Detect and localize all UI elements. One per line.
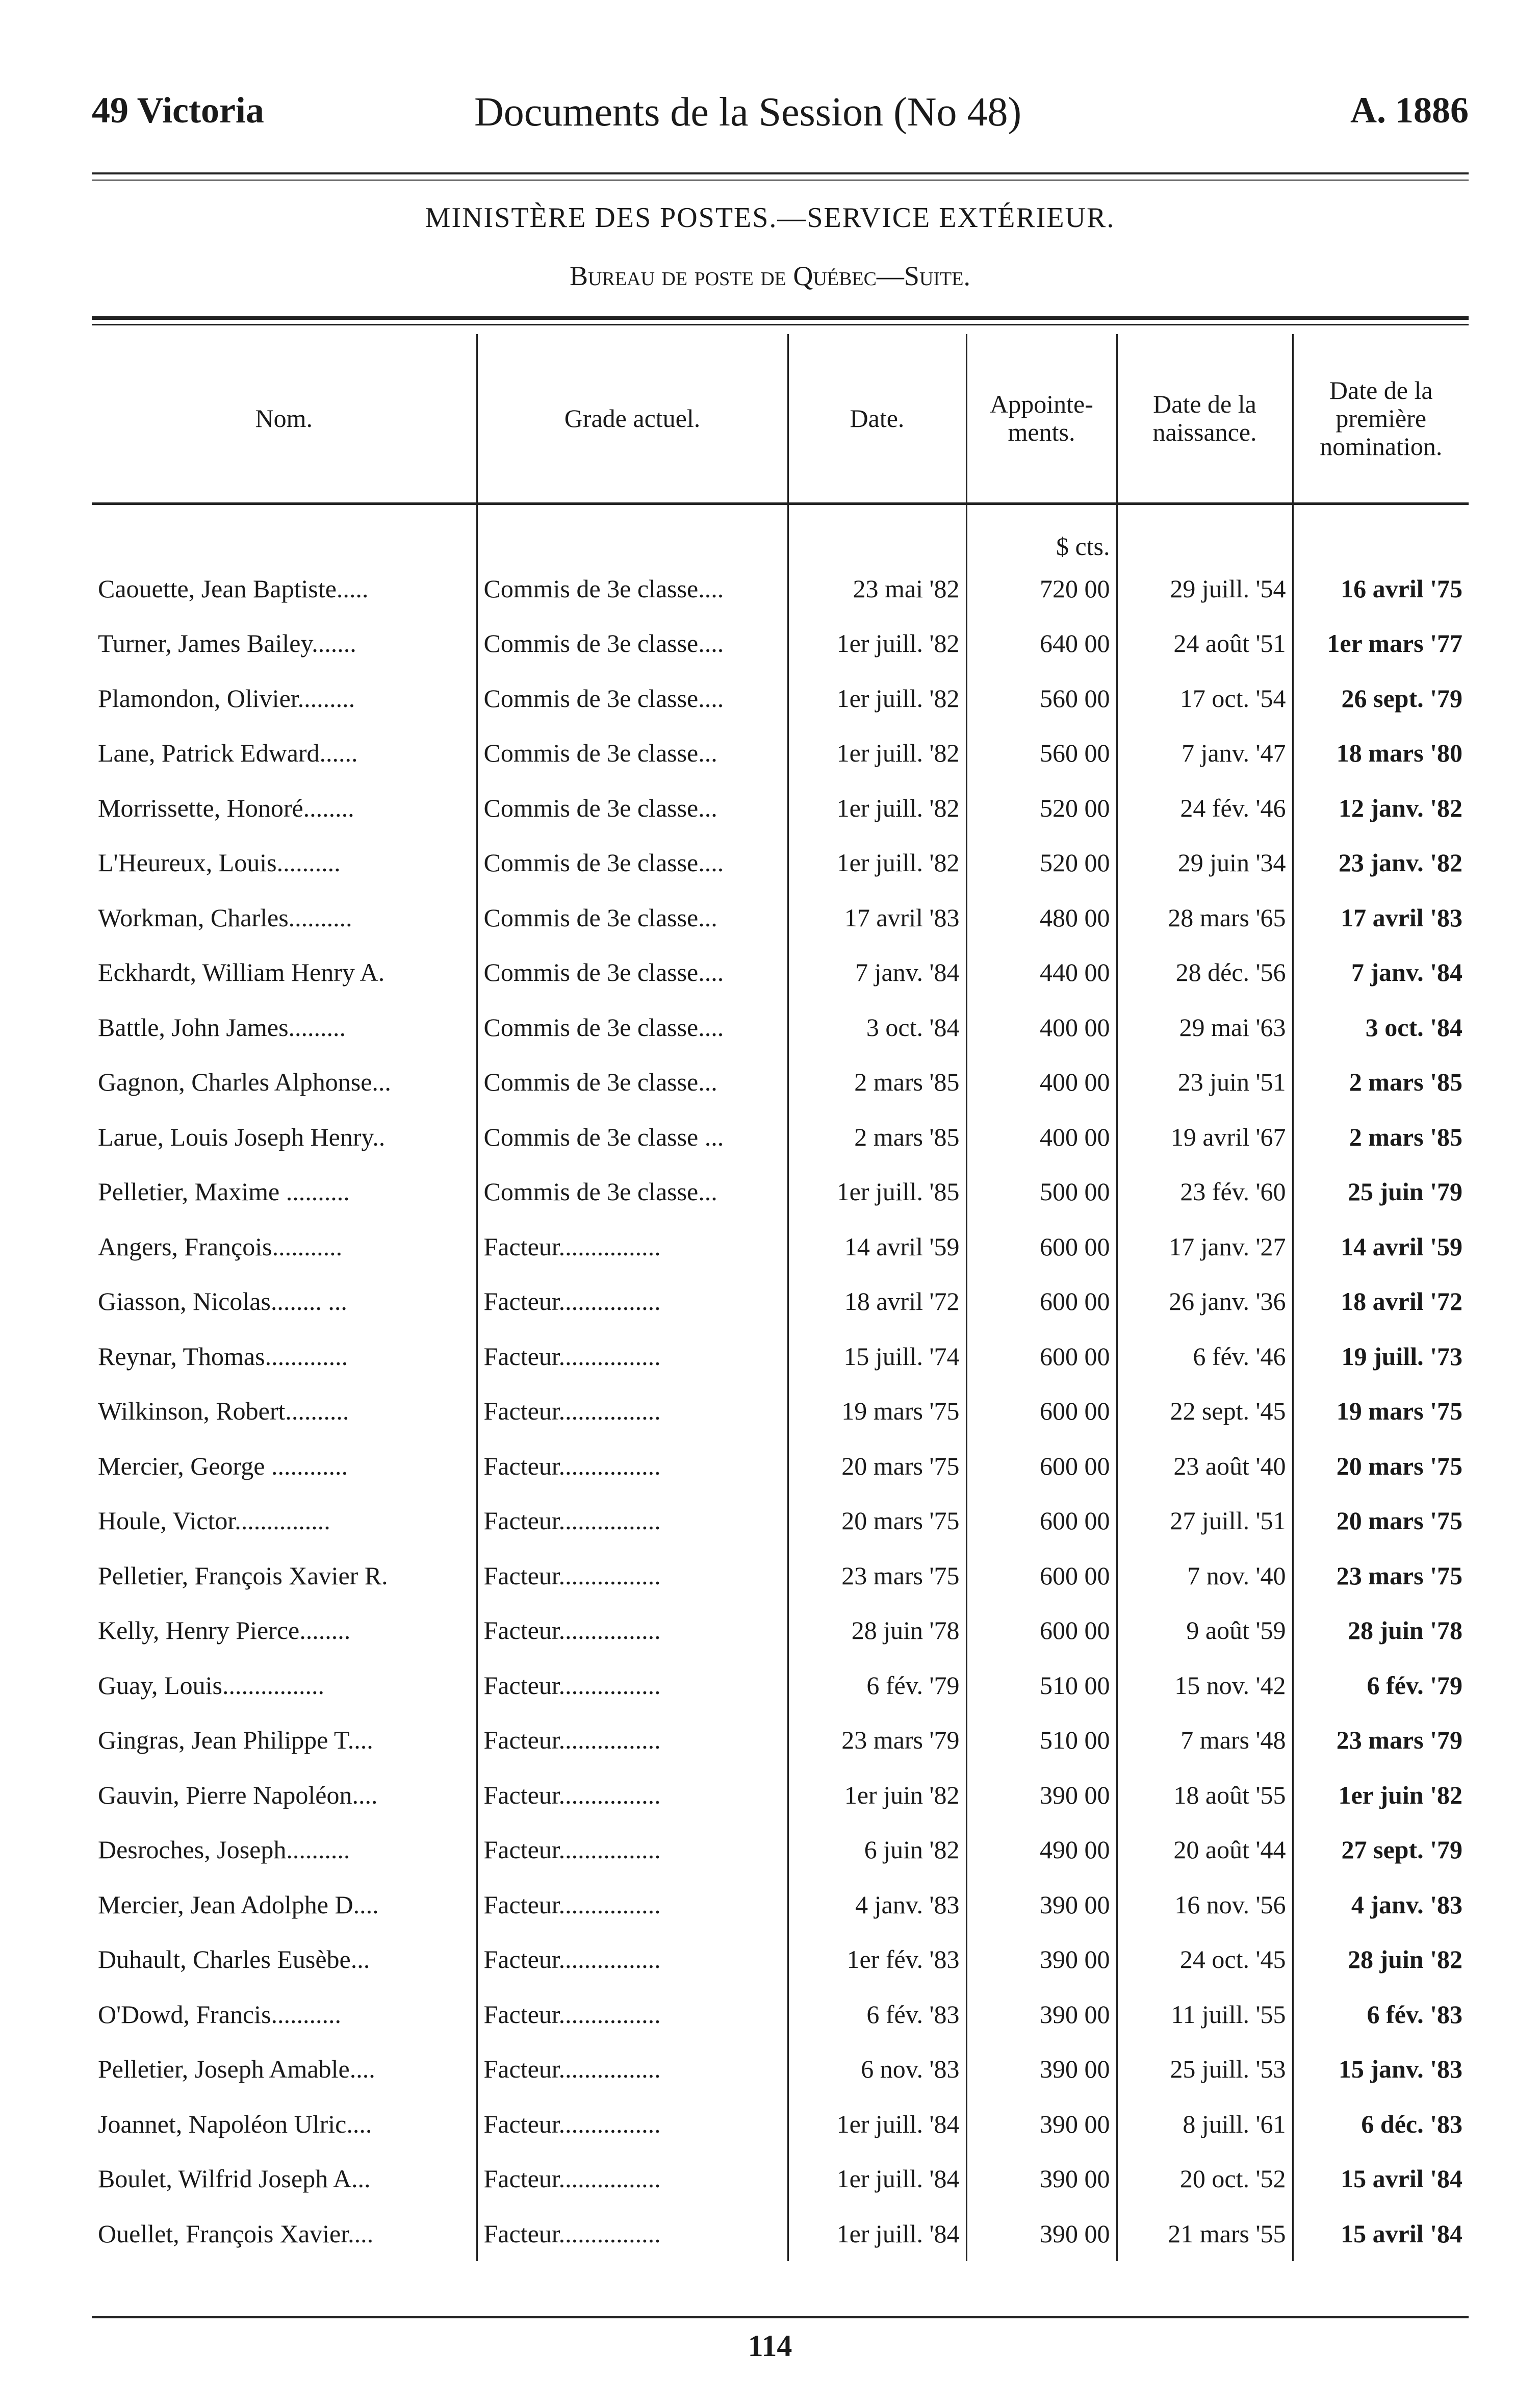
table-row <box>92 1603 1469 1658</box>
first-appointment-date: 20 mars '75 <box>1293 1494 1469 1549</box>
salary: 510 00 <box>966 1658 1117 1713</box>
birth-date: 29 juin '34 <box>1117 836 1293 891</box>
employee-grade: Facteur................ <box>477 1494 788 1549</box>
grade-date: 23 mars '75 <box>788 1548 966 1603</box>
birth-date: 26 janv. '36 <box>1117 1274 1293 1329</box>
table-row <box>92 1109 1469 1165</box>
salary: 640 00 <box>966 616 1117 671</box>
employee-name: Eckhardt, William Henry A. <box>98 958 385 987</box>
column-header-birth: Date de la naissance. <box>1117 334 1293 504</box>
grade-date: 1er juill. '84 <box>788 2206 966 2261</box>
employee-grade: Facteur................ <box>477 2206 788 2261</box>
salary: 600 00 <box>966 1384 1117 1439</box>
employee-name: Gagnon, Charles Alphonse... <box>98 1068 391 1097</box>
salary: 560 00 <box>966 726 1117 781</box>
salary: 510 00 <box>966 1713 1117 1768</box>
running-head-year: A. 1886 <box>1350 90 1469 131</box>
header-rule-bottom <box>92 180 1469 181</box>
grade-date: 20 mars '75 <box>788 1438 966 1494</box>
table-rule-top-thin <box>92 324 1469 325</box>
birth-date: 11 juill. '55 <box>1117 1987 1293 2042</box>
salary: 600 00 <box>966 1548 1117 1603</box>
birth-date: 22 sept. '45 <box>1117 1384 1293 1439</box>
grade-date: 20 mars '75 <box>788 1494 966 1549</box>
birth-date: 7 nov. '40 <box>1117 1548 1293 1603</box>
grade-date: 28 juin '78 <box>788 1603 966 1658</box>
grade-date: 1er juill. '82 <box>788 726 966 781</box>
birth-date: 7 mars '48 <box>1117 1713 1293 1768</box>
running-head <box>92 89 1469 150</box>
running-head-series: Documents de la Session (No 48) <box>474 90 1022 135</box>
employee-grade: Facteur................ <box>477 1329 788 1384</box>
employee-name: Houle, Victor............... <box>98 1506 330 1535</box>
grade-date: 1er juill. '82 <box>788 836 966 891</box>
employee-name: Turner, James Bailey....... <box>98 629 356 658</box>
grade-date: 23 mai '82 <box>788 561 966 616</box>
salary: 600 00 <box>966 1603 1117 1658</box>
grade-date: 1er juin '82 <box>788 1767 966 1823</box>
salary: 520 00 <box>966 836 1117 891</box>
grade-date: 6 fév. '79 <box>788 1658 966 1713</box>
birth-date: 15 nov. '42 <box>1117 1658 1293 1713</box>
employee-name: Workman, Charles.......... <box>98 903 352 932</box>
employee-name: Joannet, Napoléon Ulric.... <box>98 2109 372 2138</box>
salary: 600 00 <box>966 1329 1117 1384</box>
grade-date: 1er juill. '82 <box>788 671 966 726</box>
employee-name: Boulet, Wilfrid Joseph A... <box>98 2164 371 2193</box>
salary: 500 00 <box>966 1165 1117 1220</box>
grade-date: 6 nov. '83 <box>788 2042 966 2097</box>
grade-date: 17 avril '83 <box>788 890 966 945</box>
first-appointment-date: 28 juin '82 <box>1293 1932 1469 1987</box>
grade-date: 2 mars '85 <box>788 1055 966 1110</box>
section-title: MINISTÈRE DES POSTES.—SERVICE EXTÉRIEUR. <box>425 202 1115 234</box>
employee-grade: Facteur................ <box>477 1987 788 2042</box>
employee-name: Desroches, Joseph.......... <box>98 1835 350 1864</box>
grade-date: 6 fév. '83 <box>788 1987 966 2042</box>
employee-grade: Facteur................ <box>477 1823 788 1878</box>
table-row <box>92 1987 1469 2042</box>
first-appointment-date: 19 juill. '73 <box>1293 1329 1469 1384</box>
table-row <box>92 1384 1469 1439</box>
first-appointment-date: 2 mars '85 <box>1293 1055 1469 1110</box>
birth-date: 17 oct. '54 <box>1117 671 1293 726</box>
table-row <box>92 780 1469 836</box>
first-appointment-date: 6 déc. '83 <box>1293 2096 1469 2152</box>
salary: 390 00 <box>966 2206 1117 2261</box>
birth-date: 23 août '40 <box>1117 1438 1293 1494</box>
salary: 560 00 <box>966 671 1117 726</box>
table-row <box>92 890 1469 945</box>
units-cell-empty <box>1293 504 1469 562</box>
grade-date: 1er juill. '82 <box>788 616 966 671</box>
salary: 600 00 <box>966 1274 1117 1329</box>
employee-grade: Commis de 3e classe... <box>477 780 788 836</box>
employee-grade: Facteur................ <box>477 1548 788 1603</box>
table-row <box>92 1165 1469 1220</box>
first-appointment-date: 27 sept. '79 <box>1293 1823 1469 1878</box>
grade-date: 15 juill. '74 <box>788 1329 966 1384</box>
table-row <box>92 1274 1469 1329</box>
table-row <box>92 1055 1469 1110</box>
first-appointment-date: 19 mars '75 <box>1293 1384 1469 1439</box>
birth-date: 9 août '59 <box>1117 1603 1293 1658</box>
birth-date: 24 fév. '46 <box>1117 780 1293 836</box>
first-appointment-date: 7 janv. '84 <box>1293 945 1469 1000</box>
employee-name: Giasson, Nicolas........ ... <box>98 1287 347 1316</box>
salary: 390 00 <box>966 1987 1117 2042</box>
employee-name: Kelly, Henry Pierce........ <box>98 1616 351 1645</box>
salary: 400 00 <box>966 1109 1117 1165</box>
first-appointment-date: 23 mars '79 <box>1293 1713 1469 1768</box>
birth-date: 23 juin '51 <box>1117 1055 1293 1110</box>
grade-date: 6 juin '82 <box>788 1823 966 1878</box>
birth-date: 28 mars '65 <box>1117 890 1293 945</box>
employee-name: Wilkinson, Robert.......... <box>98 1397 349 1426</box>
first-appointment-date: 20 mars '75 <box>1293 1438 1469 1494</box>
employee-name: Guay, Louis................ <box>98 1671 324 1700</box>
salary: 480 00 <box>966 890 1117 945</box>
first-appointment-date: 28 juin '78 <box>1293 1603 1469 1658</box>
table-row <box>92 561 1469 616</box>
employee-grade: Facteur................ <box>477 1384 788 1439</box>
table-row <box>92 1219 1469 1274</box>
first-appointment-date: 12 janv. '82 <box>1293 780 1469 836</box>
employee-name: Mercier, Jean Adolphe D.... <box>98 1890 379 1919</box>
birth-date: 20 oct. '52 <box>1117 2152 1293 2207</box>
employee-name: Gauvin, Pierre Napoléon.... <box>98 1780 378 1809</box>
birth-date: 6 fév. '46 <box>1117 1329 1293 1384</box>
employee-name: Gingras, Jean Philippe T.... <box>98 1726 373 1755</box>
first-appointment-date: 6 fév. '79 <box>1293 1658 1469 1713</box>
employee-name: Lane, Patrick Edward...... <box>98 739 358 768</box>
salary: 490 00 <box>966 1823 1117 1878</box>
first-appointment-date: 18 avril '72 <box>1293 1274 1469 1329</box>
salary: 390 00 <box>966 2042 1117 2097</box>
table-row <box>92 726 1469 781</box>
column-header-salary: Appointe-ments. <box>966 334 1117 504</box>
employee-grade: Facteur................ <box>477 2152 788 2207</box>
table-row <box>92 1823 1469 1878</box>
employee-grade: Commis de 3e classe... <box>477 1165 788 1220</box>
employee-grade: Facteur................ <box>477 1658 788 1713</box>
employee-name: Larue, Louis Joseph Henry.. <box>98 1122 386 1151</box>
grade-date: 19 mars '75 <box>788 1384 966 1439</box>
grade-date: 4 janv. '83 <box>788 1877 966 1932</box>
salary: 600 00 <box>966 1438 1117 1494</box>
units-cell-empty <box>92 504 477 562</box>
birth-date: 29 mai '63 <box>1117 1000 1293 1055</box>
salary: 390 00 <box>966 2152 1117 2207</box>
birth-date: 19 avril '67 <box>1117 1109 1293 1165</box>
page-number: 114 <box>748 2329 792 2363</box>
grade-date: 1er juill. '85 <box>788 1165 966 1220</box>
column-header-grade: Grade actuel. <box>477 334 788 504</box>
employee-grade: Facteur................ <box>477 1767 788 1823</box>
table-row <box>92 2096 1469 2152</box>
birth-date: 18 août '55 <box>1117 1767 1293 1823</box>
first-appointment-date: 26 sept. '79 <box>1293 671 1469 726</box>
employee-name: Plamondon, Olivier......... <box>98 684 355 713</box>
first-appointment-date: 16 avril '75 <box>1293 561 1469 616</box>
employee-grade: Commis de 3e classe.... <box>477 836 788 891</box>
table-row <box>92 1713 1469 1768</box>
employee-grade: Facteur................ <box>477 2042 788 2097</box>
birth-date: 8 juill. '61 <box>1117 2096 1293 2152</box>
grade-date: 18 avril '72 <box>788 1274 966 1329</box>
table-row <box>92 1438 1469 1494</box>
birth-date: 17 janv. '27 <box>1117 1219 1293 1274</box>
employee-name: Caouette, Jean Baptiste..... <box>98 574 369 603</box>
units-cell-empty <box>1117 504 1293 562</box>
employee-name: Reynar, Thomas............. <box>98 1342 348 1371</box>
header-rule-top <box>92 172 1469 174</box>
table-row <box>92 2152 1469 2207</box>
employee-grade: Commis de 3e classe.... <box>477 671 788 726</box>
first-appointment-date: 3 oct. '84 <box>1293 1000 1469 1055</box>
employee-grade: Facteur................ <box>477 1932 788 1987</box>
grade-date: 7 janv. '84 <box>788 945 966 1000</box>
salary: 600 00 <box>966 1494 1117 1549</box>
table-row <box>92 1932 1469 1987</box>
birth-date: 28 déc. '56 <box>1117 945 1293 1000</box>
birth-date: 24 août '51 <box>1117 616 1293 671</box>
birth-date: 25 juill. '53 <box>1117 2042 1293 2097</box>
first-appointment-date: 1er mars '77 <box>1293 616 1469 671</box>
table-rule-top <box>92 316 1469 320</box>
salary: 390 00 <box>966 1932 1117 1987</box>
employee-grade: Commis de 3e classe... <box>477 1055 788 1110</box>
employee-name: Ouellet, François Xavier.... <box>98 2219 374 2248</box>
section-subtitle: Bureau de poste de Québec—Suite. <box>570 261 970 291</box>
employee-name: Pelletier, Maxime .......... <box>98 1177 350 1206</box>
employee-grade: Facteur................ <box>477 2096 788 2152</box>
employee-name: Duhault, Charles Eusèbe... <box>98 1945 370 1974</box>
employee-grade: Commis de 3e classe.... <box>477 561 788 616</box>
employee-name: O'Dowd, Francis........... <box>98 2000 342 2029</box>
grade-date: 14 avril '59 <box>788 1219 966 1274</box>
birth-date: 27 juill. '51 <box>1117 1494 1293 1549</box>
birth-date: 21 mars '55 <box>1117 2206 1293 2261</box>
first-appointment-date: 15 avril '84 <box>1293 2206 1469 2261</box>
employee-name: Morrissette, Honoré........ <box>98 793 354 822</box>
birth-date: 16 nov. '56 <box>1117 1877 1293 1932</box>
salary: 400 00 <box>966 1000 1117 1055</box>
employee-name: Battle, John James......... <box>98 1013 346 1042</box>
birth-date: 20 août '44 <box>1117 1823 1293 1878</box>
table-row <box>92 2206 1469 2261</box>
first-appointment-date: 6 fév. '83 <box>1293 1987 1469 2042</box>
first-appointment-date: 18 mars '80 <box>1293 726 1469 781</box>
employee-name: L'Heureux, Louis.......... <box>98 848 341 877</box>
salary: 390 00 <box>966 1877 1117 1932</box>
grade-date: 1er fév. '83 <box>788 1932 966 1987</box>
units-cell-empty <box>477 504 788 562</box>
employee-grade: Commis de 3e classe ... <box>477 1109 788 1165</box>
salary: 600 00 <box>966 1219 1117 1274</box>
table-row <box>92 1000 1469 1055</box>
employee-grade: Facteur................ <box>477 1219 788 1274</box>
employee-grade: Facteur................ <box>477 1877 788 1932</box>
salary: 440 00 <box>966 945 1117 1000</box>
table-row <box>92 945 1469 1000</box>
column-header-first-appointment: Date de la première nomination. <box>1293 334 1469 504</box>
employee-name: Pelletier, François Xavier R. <box>98 1561 388 1590</box>
employee-grade: Commis de 3e classe... <box>477 726 788 781</box>
grade-date: 2 mars '85 <box>788 1109 966 1165</box>
salary: 390 00 <box>966 1767 1117 1823</box>
first-appointment-date: 1er juin '82 <box>1293 1767 1469 1823</box>
salary: 720 00 <box>966 561 1117 616</box>
table-row <box>92 836 1469 891</box>
birth-date: 7 janv. '47 <box>1117 726 1293 781</box>
table-row <box>92 1494 1469 1549</box>
first-appointment-date: 25 juin '79 <box>1293 1165 1469 1220</box>
birth-date: 29 juill. '54 <box>1117 561 1293 616</box>
running-head-volume: 49 Victoria <box>92 90 264 131</box>
table-row <box>92 1658 1469 1713</box>
salary-units: $ cts. <box>966 504 1117 562</box>
grade-date: 1er juill. '82 <box>788 780 966 836</box>
grade-date: 23 mars '79 <box>788 1713 966 1768</box>
birth-date: 24 oct. '45 <box>1117 1932 1293 1987</box>
footer-rule <box>92 2316 1469 2318</box>
table-row <box>92 671 1469 726</box>
first-appointment-date: 17 avril '83 <box>1293 890 1469 945</box>
first-appointment-date: 23 mars '75 <box>1293 1548 1469 1603</box>
first-appointment-date: 4 janv. '83 <box>1293 1877 1469 1932</box>
employee-grade: Facteur................ <box>477 1438 788 1494</box>
units-row <box>92 504 1469 562</box>
table-row <box>92 616 1469 671</box>
first-appointment-date: 23 janv. '82 <box>1293 836 1469 891</box>
salary: 520 00 <box>966 780 1117 836</box>
units-cell-empty <box>788 504 966 562</box>
grade-date: 3 oct. '84 <box>788 1000 966 1055</box>
employee-grade: Facteur................ <box>477 1274 788 1329</box>
table-row <box>92 1329 1469 1384</box>
employee-grade: Commis de 3e classe.... <box>477 945 788 1000</box>
column-header-name: Nom. <box>92 334 477 504</box>
first-appointment-date: 15 avril '84 <box>1293 2152 1469 2207</box>
first-appointment-date: 14 avril '59 <box>1293 1219 1469 1274</box>
staff-register-table <box>92 334 1469 2261</box>
table-row <box>92 1877 1469 1932</box>
table-row <box>92 2042 1469 2097</box>
salary: 400 00 <box>966 1055 1117 1110</box>
employee-name: Angers, François........... <box>98 1232 343 1261</box>
first-appointment-date: 2 mars '85 <box>1293 1109 1469 1165</box>
salary: 390 00 <box>966 2096 1117 2152</box>
birth-date: 23 fév. '60 <box>1117 1165 1293 1220</box>
employee-grade: Facteur................ <box>477 1603 788 1658</box>
table-row <box>92 1767 1469 1823</box>
column-header-date: Date. <box>788 334 966 504</box>
first-appointment-date: 15 janv. '83 <box>1293 2042 1469 2097</box>
column-header-row <box>92 334 1469 504</box>
grade-date: 1er juill. '84 <box>788 2096 966 2152</box>
employee-grade: Commis de 3e classe.... <box>477 616 788 671</box>
grade-date: 1er juill. '84 <box>788 2152 966 2207</box>
table-row <box>92 1548 1469 1603</box>
employee-name: Pelletier, Joseph Amable.... <box>98 2055 375 2084</box>
employee-grade: Facteur................ <box>477 1713 788 1768</box>
employee-grade: Commis de 3e classe.... <box>477 1000 788 1055</box>
employee-name: Mercier, George ............ <box>98 1451 348 1480</box>
employee-grade: Commis de 3e classe... <box>477 890 788 945</box>
